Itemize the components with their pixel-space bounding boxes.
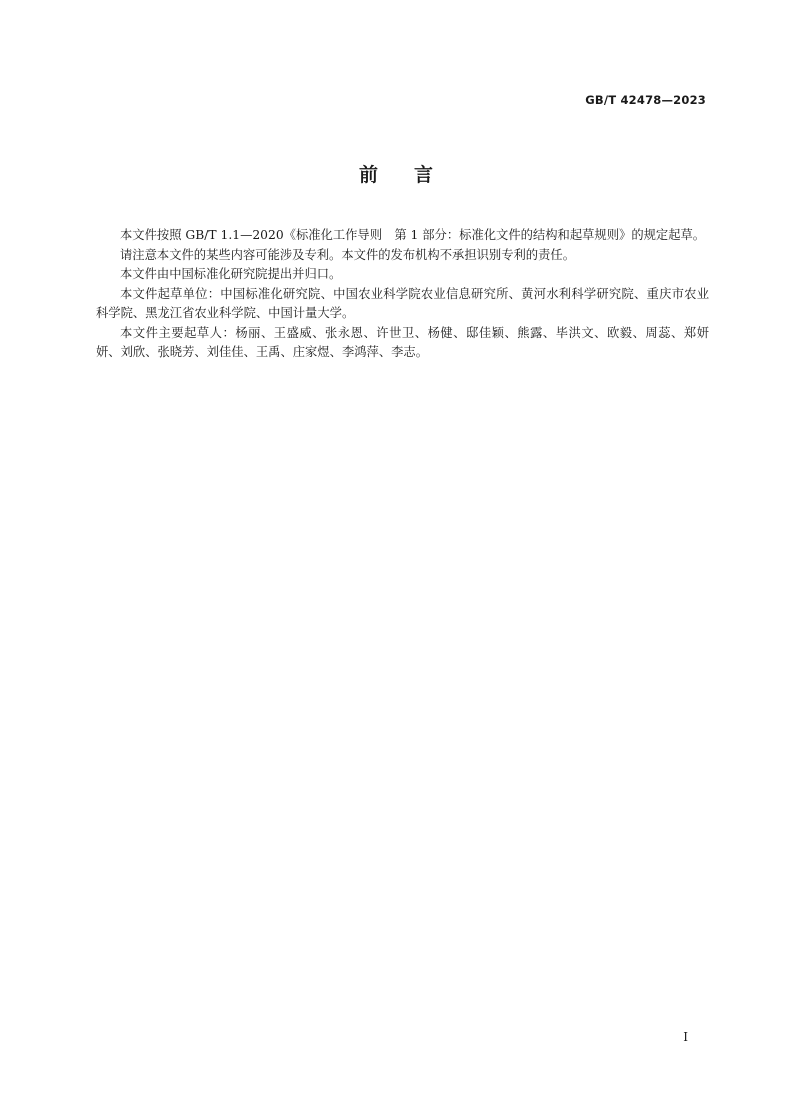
paragraph-patent-notice: 请注意本文件的某些内容可能涉及专利。本文件的发布机构不承担识别专利的责任。 (120, 247, 575, 262)
foreword-body (96, 226, 709, 363)
paragraph-drafting-units: 本文件起草单位：中国标准化研究院、中国农业科学院农业信息研究所、黄河水利科学研究院、重庆市农业科学院、黑龙江省农业科学院、中国计量大学。 (96, 286, 709, 320)
paragraph-drafting-rules: 本文件按照 GB/T 1.1—2020《标准化工作导则 第 1 部分：标准化文件的结构和起草规则》的规定起草。 (120, 228, 706, 242)
page-number: I (683, 1030, 688, 1044)
paragraph-proposer: 本文件由中国标准化研究院提出并归口。 (120, 267, 342, 281)
page-title: 前言 (358, 164, 469, 186)
paragraph-drafters: 本文件主要起草人：杨丽、王盛威、张永恩、许世卫、杨健、邸佳颖、熊露、毕洪文、欧毅、周蕊、郑妍妍、刘欣、张晓芳、刘佳佳、王禹、庄家煜、李鸿萍、李志。 (96, 325, 709, 359)
standard-number: GB/T 42478—2023 (585, 93, 706, 107)
